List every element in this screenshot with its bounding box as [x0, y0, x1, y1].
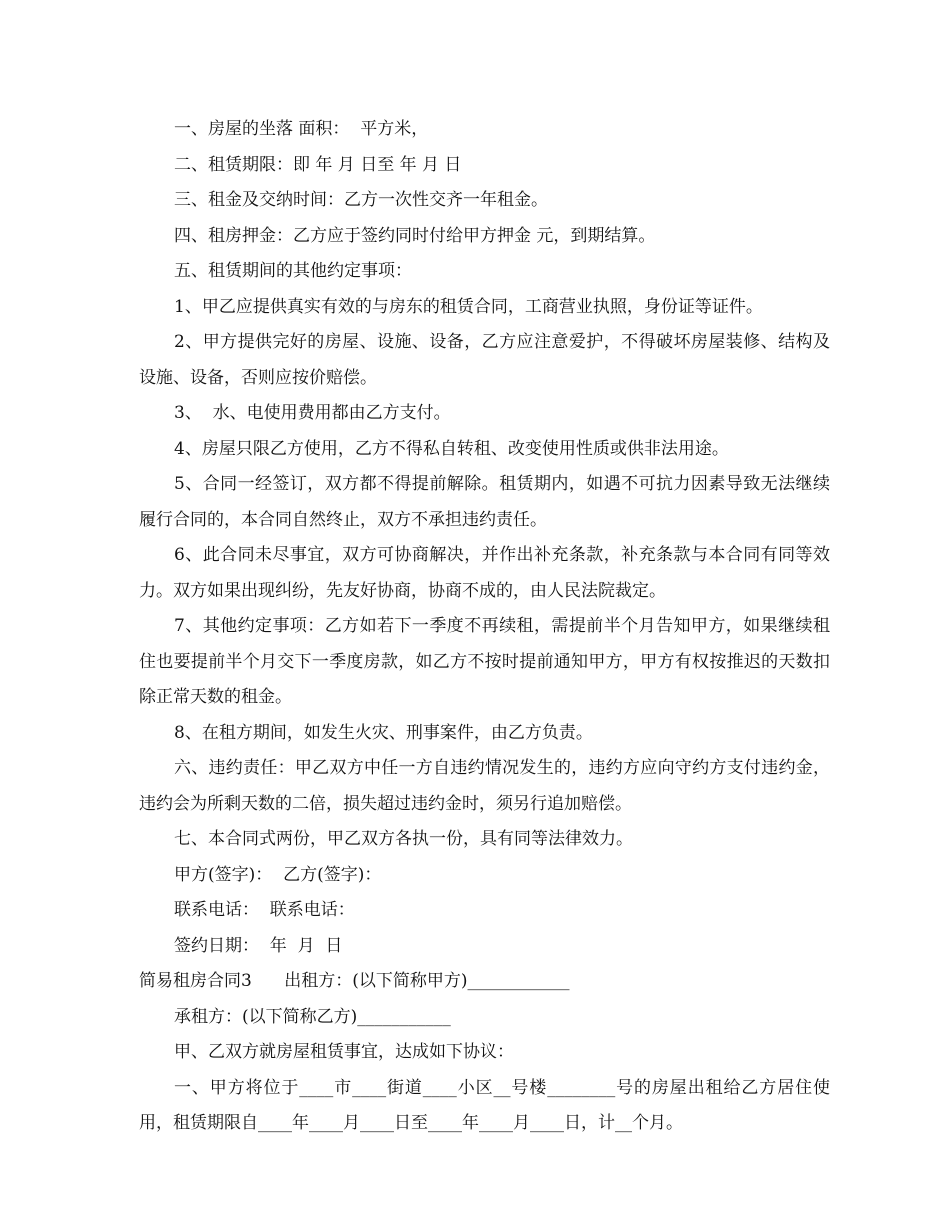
- clause-deposit: 四、租房押金：乙方应于签约同时付给甲方押金 元，到期结算。: [174, 225, 656, 246]
- clause-lease-term: 二、租赁期限：即 年 月 日至 年 月 日: [174, 154, 462, 175]
- term-7-other: 7、其他约定事项：乙方如若下一季度不再续租，需提前半个月告知甲方，如果继续租住也要提前半个月交下一季度房款，如乙方不按时提前通知甲方，甲方有权按推迟的天数扣除正常天数的租金。: [139, 616, 830, 707]
- signature-line: 甲方(签字)： 乙方(签字)：: [174, 864, 382, 885]
- term-4-use-restriction: 4、房屋只限乙方使用，乙方不得私自转租、改变使用性质或供非法用途。: [174, 438, 729, 459]
- term-2-facilities: 2、甲方提供完好的房屋、设施、设备，乙方应注意爱护，不得破坏房屋装修、结构及设施、设备，否则应按价赔偿。: [139, 332, 830, 388]
- tenant-line: 承租方：(以下简称乙方)___________: [174, 1006, 451, 1027]
- clause-location-area: 一、房屋的坐落 面积： 平方米，: [174, 119, 429, 139]
- contact-phone-line: 联系电话： 联系电话：: [174, 900, 355, 920]
- clause-rent-payment: 三、租金及交纳时间：乙方一次性交齐一年租金。: [174, 190, 548, 210]
- clause-copies: 七、本合同式两份，甲乙双方各执一份，具有同等法律效力。: [174, 829, 633, 849]
- clause-other-terms-heading: 五、租赁期间的其他约定事项：: [174, 261, 412, 281]
- term-5-termination: 5、合同一经签订，双方都不得提前解除。租赁期内，如遇不可抗力因素导致无法继续履行合同的，本合同自然终止，双方不承担违约责任。: [139, 474, 830, 530]
- clause-property-address-term: 一、甲方将位于____市____街道____小区__号楼________号的房屋出租给乙方居住使用，租赁期限自____年____月____日至____年____月____日，计__个月。: [139, 1077, 830, 1133]
- contract-3-title-landlord: 简易租房合同3 出租方：(以下简称甲方)____________: [139, 971, 570, 991]
- term-3-utilities: 3、 水、电使用费用都由乙方支付。: [174, 403, 451, 423]
- term-1-documents: 1、甲乙应提供真实有效的与房东的租赁合同，工商营业执照，身份证等证件。: [174, 296, 763, 317]
- agreement-intro: 甲、乙双方就房屋租赁事宜，达成如下协议：: [174, 1042, 514, 1062]
- term-8-liability: 8、在租方期间，如发生火灾、刑事案件，由乙方负责。: [174, 722, 593, 743]
- term-6-supplementary: 6、此合同未尽事宜，双方可协商解决，并作出补充条款，补充条款与本合同有同等效力。双方如果出现纠纷，先友好协商，协商不成的，由人民法院裁定。: [139, 545, 830, 601]
- sign-date-line: 签约日期： 年 月 日: [174, 935, 343, 956]
- clause-breach: 六、违约责任：甲乙双方中任一方自违约情况发生的，违约方应向守约方支付违约金，违约会为所剩天数的二倍，损失超过违约金时，须另行追加赔偿。: [139, 758, 830, 814]
